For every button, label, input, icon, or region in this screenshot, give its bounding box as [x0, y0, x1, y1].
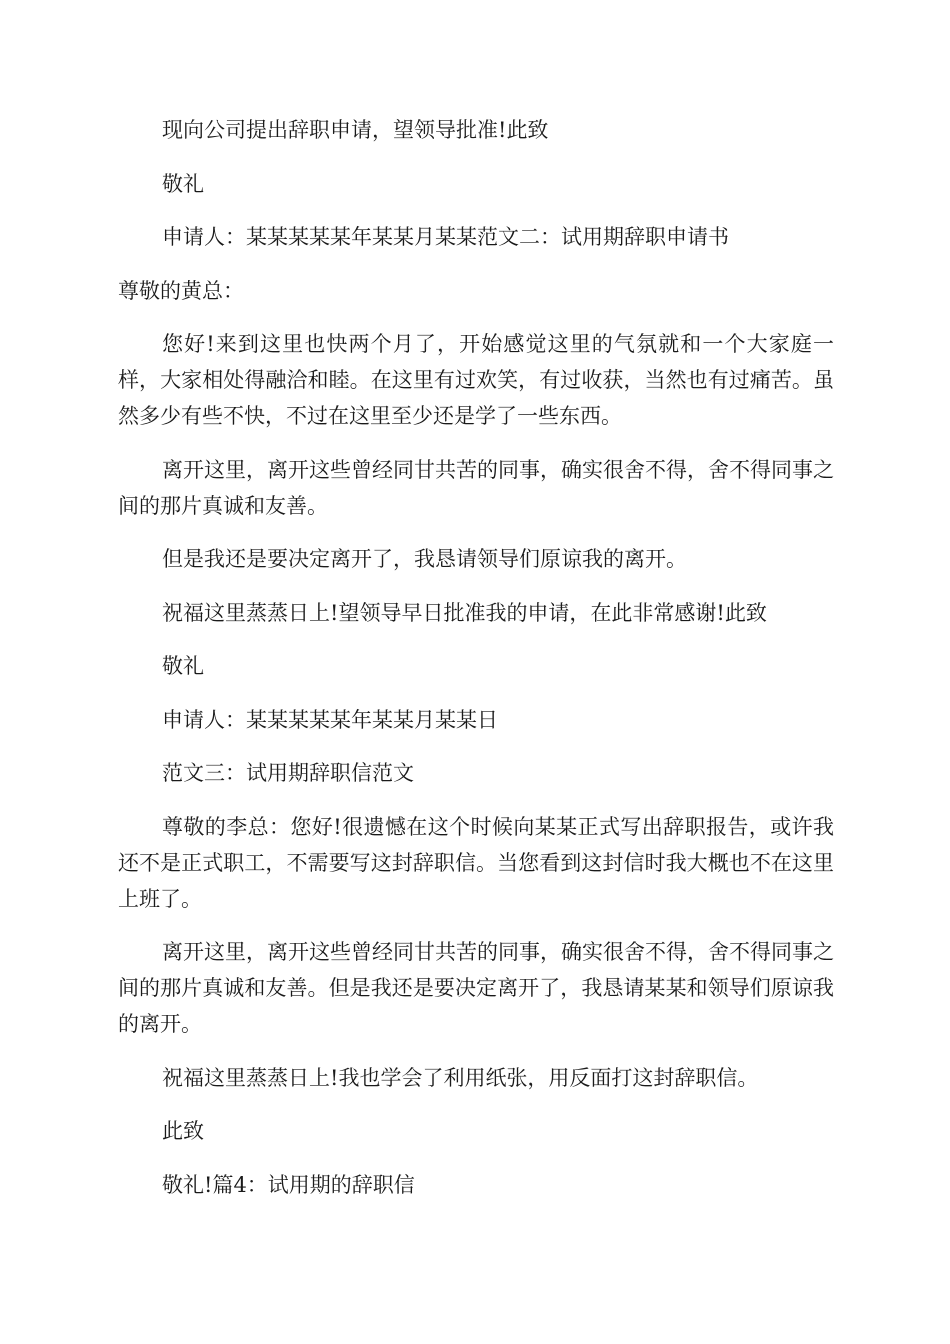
paragraph-body-blessing: 祝福这里蒸蒸日上!望领导早日批准我的申请，在此非常感谢!此致 [162, 600, 767, 625]
paragraph-body-leaving: 离开这里，离开这些曾经同甘共苦的同事，确实很舍不得，舍不得同事之间的那片真诚和友善。 [118, 457, 834, 518]
paragraph-closing-cizhi: 此致 [162, 1119, 204, 1143]
paragraph-request-line: 现向公司提出辞职申请，望领导批准!此致 [162, 118, 549, 142]
paragraph-closing-section-four: 敬礼!篇4：试用期的辞职信 [162, 1172, 415, 1197]
paragraph-body-decision: 但是我还是要决定离开了，我恳请领导们原谅我的离开。 [162, 547, 687, 571]
paragraph-applicant-signature: 申请人：某某某某某年某某月某某日 [162, 707, 498, 732]
paragraph-body-intro: 您好!来到这里也快两个月了，开始感觉这里的气氛就和一个大家庭一样，大家相处得融洽和睦。在这里有过欢笑，有过收获，当然也有过痛苦。虽然多少有些不快，不过在这里至少还是学了一些东西。 [118, 332, 834, 428]
paragraph-salutation-closing-2: 敬礼 [162, 654, 204, 678]
document-body [118, 112, 834, 1220]
paragraph-greeting-li: 尊敬的李总：您好!很遗憾在这个时候向某某正式写出辞职报告，或许我还不是正式职工，不需要写这封辞职信。当您看到这封信时我大概也不在这里上班了。 [118, 814, 834, 911]
paragraph-salutation-closing: 敬礼 [162, 171, 204, 196]
paragraph-greeting-huang: 尊敬的黄总： [118, 278, 244, 303]
paragraph-body-blessing-2: 祝福这里蒸蒸日上!我也学会了利用纸张，用反面打这封辞职信。 [162, 1065, 759, 1090]
paragraph-applicant-sample-two: 申请人：某某某某某年某某月某某范文二：试用期辞职申请书 [162, 225, 729, 249]
paragraph-body-leaving-2: 离开这里，离开这些曾经同甘共苦的同事，确实很舍不得，舍不得同事之间的那片真诚和友善。但是我还是要决定离开了，我恳请某某和领导们原谅我的离开。 [118, 940, 834, 1036]
paragraph-sample-three-title: 范文三：试用期辞职信范文 [162, 761, 414, 785]
